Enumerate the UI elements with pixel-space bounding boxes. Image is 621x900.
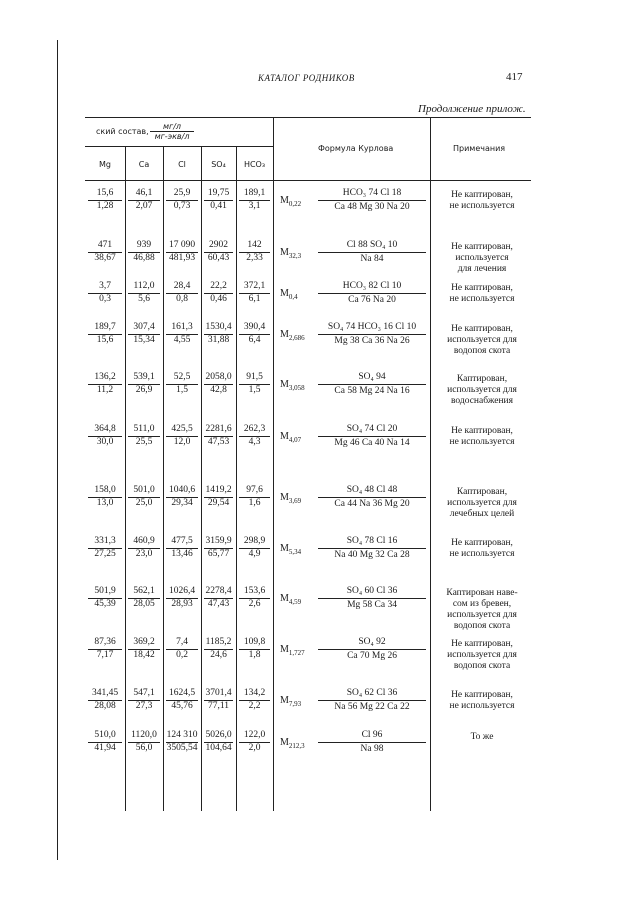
kurlov-mineralization: $M_{5,34}$ bbox=[280, 543, 302, 556]
note bbox=[434, 324, 530, 357]
note-line: водопоя скота bbox=[453, 346, 511, 356]
cell-mg-l: 460,9 bbox=[128, 537, 160, 549]
cell-mg-l: 15,6 bbox=[88, 189, 122, 201]
cell-mg-l: 142 bbox=[239, 241, 270, 253]
kurlov-mineralization: $M_{4,07}$ bbox=[280, 431, 302, 444]
column-header: Ca bbox=[138, 160, 150, 169]
cell-mg-eq: 0,41 bbox=[210, 201, 227, 211]
cell-mg-eq: 25,0 bbox=[135, 498, 153, 508]
note-line: используется для bbox=[447, 610, 517, 620]
cell-mg-l: 134,2 bbox=[239, 689, 270, 701]
formula-cations: Mg 46 Ca 40 Na 14 bbox=[334, 438, 410, 448]
kurlov-formula bbox=[318, 486, 426, 514]
cell-mg-l: 189,7 bbox=[88, 323, 122, 335]
kurlov-formula bbox=[318, 638, 426, 666]
note-line: Каптирован, bbox=[456, 374, 508, 384]
kurlov-formula bbox=[318, 689, 426, 717]
cell-mg-eq: 46,88 bbox=[133, 253, 155, 263]
cell-mg-eq: 2,33 bbox=[246, 253, 263, 263]
cell-mg-eq: 1,8 bbox=[248, 650, 261, 660]
kurlov-mineralization: $M_{3,058}$ bbox=[280, 379, 305, 392]
composition-label: ский состав, bbox=[96, 127, 149, 136]
header-mid-rule bbox=[85, 146, 273, 147]
cell-mg-l: 158,0 bbox=[88, 486, 122, 498]
note-line: используется bbox=[455, 253, 509, 263]
cell-mg-l: 28,4 bbox=[166, 282, 198, 294]
cell-mg-l: 19,75 bbox=[204, 189, 233, 201]
cell-mg-l: 2281,6 bbox=[204, 425, 233, 437]
units-bottom: мг-экв/л bbox=[154, 132, 190, 141]
units-top: мг/л bbox=[150, 122, 194, 132]
kurlov-formula bbox=[318, 425, 426, 453]
cell-mg-eq: 42,8 bbox=[210, 385, 227, 395]
formula-cations: Ca 48 Mg 30 Na 20 bbox=[334, 202, 410, 212]
cell-mg-l: 91,5 bbox=[239, 373, 270, 385]
kurlov-formula bbox=[318, 373, 426, 401]
note-line: сом из бревен, bbox=[452, 599, 512, 609]
cell-mg-eq: 38,67 bbox=[94, 253, 116, 263]
cell-mg-l: 501,9 bbox=[88, 587, 122, 599]
kurlov-mineralization: $M_{1,727}$ bbox=[280, 644, 305, 657]
cell-mg-eq: 6,1 bbox=[248, 294, 261, 304]
formula-anions: SO₄ 92 bbox=[318, 638, 426, 650]
cell-mg-eq: 2,6 bbox=[248, 599, 261, 609]
kurlov-formula bbox=[318, 537, 426, 565]
kurlov-mineralization: $M_{4,59}$ bbox=[280, 593, 302, 606]
notes-header: Примечания bbox=[453, 144, 506, 153]
col-rule-2 bbox=[163, 146, 164, 811]
cell-mg-l: 46,1 bbox=[128, 189, 160, 201]
cell-mg-eq: 2,07 bbox=[135, 201, 153, 211]
note-line: Не каптирован, bbox=[451, 538, 513, 548]
formula-cations: Ca 76 Na 20 bbox=[348, 295, 396, 305]
cell-mg-eq: 12,0 bbox=[173, 437, 191, 447]
cell-mg-eq: 15,34 bbox=[133, 335, 155, 345]
kurlov-mineralization: $M_{212,3}$ bbox=[280, 737, 305, 750]
note-line: не используется bbox=[449, 201, 515, 211]
kurlov-mineralization: $M_{2,686}$ bbox=[280, 329, 305, 342]
page-number: 417 bbox=[506, 71, 523, 83]
note-line: Не каптирован, bbox=[451, 639, 513, 649]
note-line: Каптирован, bbox=[456, 487, 508, 497]
kurlov-mineralization: $M_{0,22}$ bbox=[280, 195, 302, 208]
table-top-rule bbox=[85, 117, 531, 118]
formula-anions: Cl 96 bbox=[318, 731, 426, 743]
formula-anions: SO₄ 62 Cl 36 bbox=[318, 689, 426, 701]
formula-cations: Mg 58 Ca 34 bbox=[347, 600, 397, 610]
running-title: КАТАЛОГ РОДНИКОВ bbox=[258, 73, 355, 83]
note bbox=[434, 732, 530, 743]
cell-mg-eq: 25,5 bbox=[135, 437, 153, 447]
note bbox=[434, 283, 530, 305]
kurlov-mineralization: $M_{3,69}$ bbox=[280, 492, 302, 505]
formula-anions: SO₄ 74 HCO₃ 16 Cl 10 bbox=[318, 323, 426, 335]
note bbox=[434, 374, 530, 407]
note-line: Не каптирован, bbox=[451, 690, 513, 700]
formula-anions: SO₄ 48 Cl 48 bbox=[318, 486, 426, 498]
cell-mg-eq: 23,0 bbox=[135, 549, 153, 559]
cell-mg-l: 122,0 bbox=[239, 731, 270, 743]
kurlov-formula bbox=[318, 241, 426, 269]
cell-mg-eq: 0,8 bbox=[176, 294, 188, 304]
kurlov-formula bbox=[318, 587, 426, 615]
cell-mg-eq: 65,77 bbox=[207, 549, 230, 559]
cell-mg-eq: 28,05 bbox=[133, 599, 155, 609]
note-line: Не каптирован, bbox=[451, 242, 513, 252]
cell-mg-l: 124 310 bbox=[166, 731, 198, 743]
cell-mg-l: 298,9 bbox=[239, 537, 270, 549]
formula-cations: Ca 58 Mg 24 Na 16 bbox=[334, 386, 410, 396]
note-line: водоснабжения bbox=[450, 396, 514, 406]
cell-mg-eq: 11,2 bbox=[96, 385, 114, 395]
note-line: Не каптирован, bbox=[451, 426, 513, 436]
cell-mg-eq: 4,55 bbox=[173, 335, 191, 345]
note bbox=[434, 426, 530, 448]
note bbox=[434, 487, 530, 520]
cell-mg-l: 341,45 bbox=[88, 689, 122, 701]
cell-mg-eq: 24,6 bbox=[210, 650, 227, 660]
cell-mg-l: 153,6 bbox=[239, 587, 270, 599]
cell-mg-l: 5026,0 bbox=[204, 731, 233, 743]
cell-mg-l: 369,2 bbox=[128, 638, 160, 650]
cell-mg-l: 477,5 bbox=[166, 537, 198, 549]
cell-mg-l: 87,36 bbox=[88, 638, 122, 650]
cell-mg-eq: 4,9 bbox=[248, 549, 261, 559]
cell-mg-l: 3701,4 bbox=[204, 689, 233, 701]
cell-mg-l: 501,0 bbox=[128, 486, 160, 498]
cell-mg-eq: 29,54 bbox=[207, 498, 230, 508]
cell-mg-eq: 1,6 bbox=[248, 498, 261, 508]
cell-mg-eq: 1,5 bbox=[248, 385, 261, 395]
note-line: Не каптирован, bbox=[451, 190, 513, 200]
formula-header: Формула Курлова bbox=[318, 144, 394, 153]
note-line: не используется bbox=[449, 294, 515, 304]
cell-mg-l: 2278,4 bbox=[204, 587, 233, 599]
cell-mg-eq: 26,9 bbox=[135, 385, 153, 395]
cell-mg-l: 471 bbox=[88, 241, 122, 253]
cell-mg-eq: 2,2 bbox=[248, 701, 261, 711]
cell-mg-l: 390,4 bbox=[239, 323, 270, 335]
cell-mg-l: 331,3 bbox=[88, 537, 122, 549]
column-header: SO₄ bbox=[211, 160, 226, 169]
cell-mg-eq: 0,46 bbox=[210, 294, 227, 304]
note-line: используется для bbox=[447, 335, 517, 345]
cell-mg-l: 1120,0 bbox=[128, 731, 160, 743]
kurlov-mineralization: $M_{32,3}$ bbox=[280, 247, 302, 260]
kurlov-mineralization: $M_{7,93}$ bbox=[280, 695, 302, 708]
formula-cations: Mg 38 Ca 36 Na 26 bbox=[334, 336, 410, 346]
note-line: Не каптирован, bbox=[451, 283, 513, 293]
kurlov-formula bbox=[318, 282, 426, 310]
formula-anions: SO₄ 94 bbox=[318, 373, 426, 385]
formula-cations: Na 98 bbox=[360, 744, 384, 754]
cell-mg-l: 136,2 bbox=[88, 373, 122, 385]
col-rule-4 bbox=[236, 146, 237, 811]
cell-mg-eq: 45,39 bbox=[94, 599, 116, 609]
note-line: Каптирован наве- bbox=[446, 588, 518, 598]
cell-mg-eq: 1,5 bbox=[176, 385, 188, 395]
column-header: HCO₃ bbox=[243, 160, 266, 169]
cell-mg-l: 2902 bbox=[204, 241, 233, 253]
cell-mg-eq: 104,64 bbox=[205, 743, 232, 753]
note-line: используется для bbox=[447, 650, 517, 660]
formula-cations: Ca 70 Mg 26 bbox=[347, 651, 397, 661]
cell-mg-eq: 29,34 bbox=[171, 498, 193, 508]
note-line: не используется bbox=[449, 549, 515, 559]
cell-mg-eq: 3505,54 bbox=[166, 743, 198, 753]
cell-mg-eq: 28,93 bbox=[171, 599, 193, 609]
units-fraction bbox=[150, 122, 194, 141]
cell-mg-l: 189,1 bbox=[239, 189, 270, 201]
formula-cations: Na 56 Mg 22 Ca 22 bbox=[334, 702, 410, 712]
cell-mg-eq: 6,4 bbox=[248, 335, 261, 345]
cell-mg-l: 97,6 bbox=[239, 486, 270, 498]
cell-mg-l: 1419,2 bbox=[204, 486, 233, 498]
cell-mg-eq: 0,3 bbox=[99, 294, 111, 304]
cell-mg-eq: 15,6 bbox=[96, 335, 114, 345]
note bbox=[434, 242, 530, 275]
cell-mg-l: 562,1 bbox=[128, 587, 160, 599]
cell-mg-eq: 47,43 bbox=[207, 599, 230, 609]
cell-mg-l: 161,3 bbox=[166, 323, 198, 335]
cell-mg-l: 1026,4 bbox=[166, 587, 198, 599]
cell-mg-l: 1040,6 bbox=[166, 486, 198, 498]
header-bottom-rule bbox=[85, 180, 531, 181]
formula-anions: HCO₃ 74 Cl 18 bbox=[318, 189, 426, 201]
kurlov-formula bbox=[318, 323, 426, 351]
cell-mg-eq: 2,0 bbox=[248, 743, 261, 753]
cell-mg-eq: 4,3 bbox=[248, 437, 261, 447]
note-line: водопоя скота bbox=[453, 661, 511, 671]
note-line: То же bbox=[470, 732, 494, 742]
col-rule-1 bbox=[125, 146, 126, 811]
note-line: используется для bbox=[447, 385, 517, 395]
column-header: Cl bbox=[178, 160, 186, 169]
cell-mg-eq: 27,3 bbox=[135, 701, 153, 711]
col-rule-5 bbox=[273, 117, 274, 811]
cell-mg-l: 262,3 bbox=[239, 425, 270, 437]
cell-mg-eq: 0,2 bbox=[176, 650, 188, 660]
note bbox=[434, 690, 530, 712]
cell-mg-eq: 31,88 bbox=[207, 335, 230, 345]
cell-mg-eq: 5,6 bbox=[138, 294, 150, 304]
kurlov-mineralization: $M_{0,4}$ bbox=[280, 288, 298, 301]
cell-mg-eq: 30,0 bbox=[96, 437, 114, 447]
cell-mg-l: 3159,9 bbox=[204, 537, 233, 549]
cell-mg-eq: 27,25 bbox=[94, 549, 116, 559]
cell-mg-l: 52,5 bbox=[166, 373, 198, 385]
cell-mg-l: 372,1 bbox=[239, 282, 270, 294]
col-rule-6 bbox=[430, 117, 431, 811]
formula-anions: Cl 88 SO₄ 10 bbox=[318, 241, 426, 253]
cell-mg-l: 7,4 bbox=[166, 638, 198, 650]
cell-mg-l: 547,1 bbox=[128, 689, 160, 701]
cell-mg-eq: 0,73 bbox=[173, 201, 191, 211]
note-line: не используется bbox=[449, 701, 515, 711]
cell-mg-eq: 13,0 bbox=[96, 498, 114, 508]
note bbox=[434, 639, 530, 672]
cell-mg-l: 2058,0 bbox=[204, 373, 233, 385]
cell-mg-l: 1624,5 bbox=[166, 689, 198, 701]
cell-mg-l: 17 090 bbox=[166, 241, 198, 253]
column-header: Mg bbox=[99, 160, 111, 169]
cell-mg-eq: 41,94 bbox=[94, 743, 116, 753]
note bbox=[434, 538, 530, 560]
formula-cations: Na 84 bbox=[360, 254, 384, 264]
cell-mg-l: 364,8 bbox=[88, 425, 122, 437]
cell-mg-l: 1185,2 bbox=[204, 638, 233, 650]
kurlov-formula bbox=[318, 731, 426, 759]
page-margin-rule bbox=[57, 40, 58, 860]
cell-mg-l: 25,9 bbox=[166, 189, 198, 201]
cell-mg-l: 510,0 bbox=[88, 731, 122, 743]
cell-mg-eq: 47,53 bbox=[207, 437, 230, 447]
cell-mg-l: 307,4 bbox=[128, 323, 160, 335]
formula-anions: SO₄ 60 Cl 36 bbox=[318, 587, 426, 599]
note-line: не используется bbox=[449, 437, 515, 447]
cell-mg-l: 3,7 bbox=[88, 282, 122, 294]
formula-cations: Na 40 Mg 32 Ca 28 bbox=[334, 550, 410, 560]
cell-mg-eq: 60,43 bbox=[207, 253, 230, 263]
cell-mg-l: 511,0 bbox=[128, 425, 160, 437]
cell-mg-eq: 481,93 bbox=[168, 253, 196, 263]
note-line: используется для bbox=[447, 498, 517, 508]
cell-mg-l: 22,2 bbox=[204, 282, 233, 294]
cell-mg-eq: 1,28 bbox=[96, 201, 114, 211]
kurlov-formula bbox=[318, 189, 426, 217]
formula-anions: SO₄ 78 Cl 16 bbox=[318, 537, 426, 549]
cell-mg-eq: 56,0 bbox=[135, 743, 153, 753]
note bbox=[434, 190, 530, 212]
cell-mg-eq: 13,46 bbox=[171, 549, 193, 559]
formula-anions: SO₄ 74 Cl 20 bbox=[318, 425, 426, 437]
note-line: лечебных целей bbox=[449, 509, 515, 519]
note-line: Не каптирован, bbox=[451, 324, 513, 334]
cell-mg-l: 425,5 bbox=[166, 425, 198, 437]
continuation-note: Продолжение прилож. bbox=[418, 103, 526, 115]
note-line: для лечения bbox=[457, 264, 507, 274]
cell-mg-eq: 28,08 bbox=[94, 701, 116, 711]
cell-mg-eq: 45,76 bbox=[171, 701, 193, 711]
cell-mg-eq: 3,1 bbox=[248, 201, 261, 211]
cell-mg-eq: 18,42 bbox=[133, 650, 155, 660]
cell-mg-eq: 77,11 bbox=[207, 701, 230, 711]
cell-mg-eq: 7,17 bbox=[96, 650, 114, 660]
cell-mg-l: 112,0 bbox=[128, 282, 160, 294]
cell-mg-l: 109,8 bbox=[239, 638, 270, 650]
col-rule-3 bbox=[201, 146, 202, 811]
cell-mg-l: 939 bbox=[128, 241, 160, 253]
formula-cations: Ca 44 Na 36 Mg 20 bbox=[334, 499, 410, 509]
formula-anions: HCO₃ 82 Cl 10 bbox=[318, 282, 426, 294]
note bbox=[434, 588, 530, 632]
cell-mg-l: 1530,4 bbox=[204, 323, 233, 335]
note-line: водопоя скота bbox=[453, 621, 511, 631]
cell-mg-l: 539,1 bbox=[128, 373, 160, 385]
